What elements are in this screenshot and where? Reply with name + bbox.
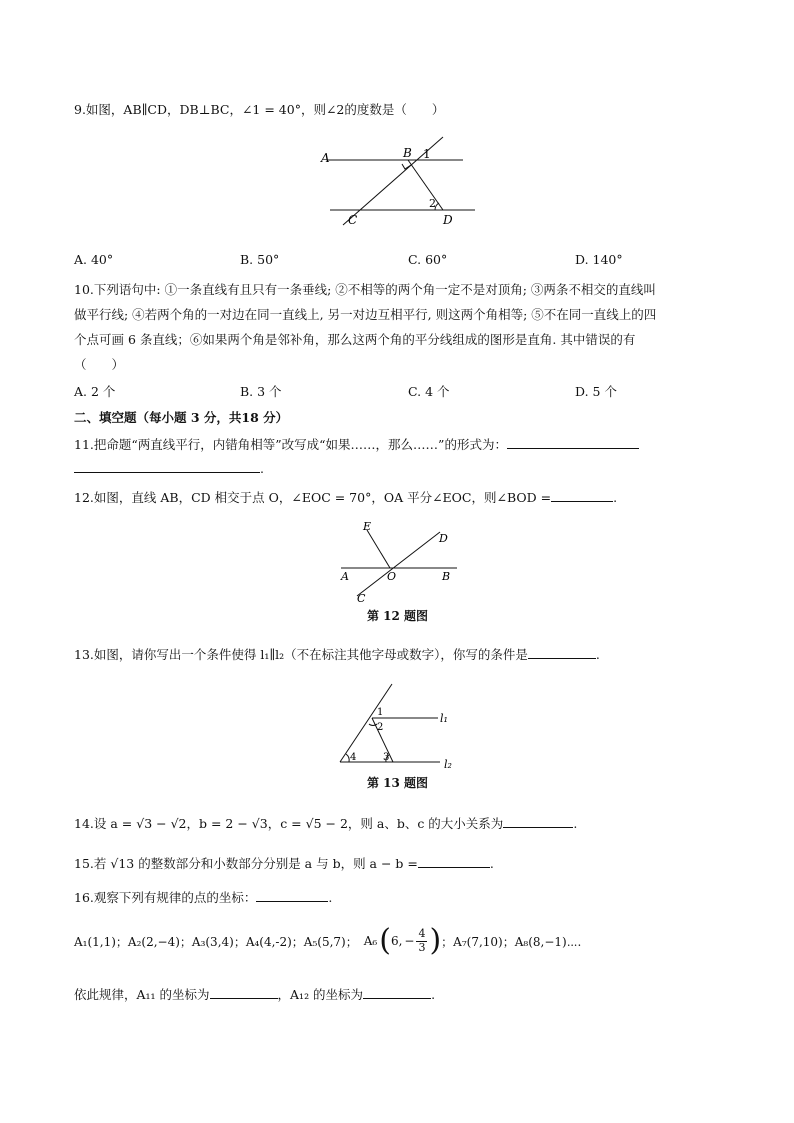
q16-a6-x: 6, bbox=[390, 934, 403, 948]
q9-option-d[interactable]: D. 140° bbox=[575, 252, 623, 267]
q10-option-c[interactable]: C. 4 个 bbox=[408, 384, 450, 399]
q9-figure bbox=[315, 135, 485, 235]
q16-seq-part-1: A₁(1,1)；A₂(2,−4)；A₃(3,4)；A₄(4,-2)；A₅(5,7)； bbox=[74, 934, 358, 949]
q9-label-d: D bbox=[443, 213, 453, 227]
q13-label-l2: l₂ bbox=[444, 758, 452, 771]
q12-caption: 第 12 题图 bbox=[367, 609, 429, 623]
q9-option-c[interactable]: C. 60° bbox=[408, 252, 448, 267]
q13-angle-4: 4 bbox=[350, 752, 357, 763]
q15-stem: 15.若 √13 的整数部分和小数部分分别是 a 与 b，则 a − b = bbox=[74, 856, 418, 871]
q12-text: 12.如图，直线 AB，CD 相交于点 O，∠EOC = 70°，OA 平分∠EOC，则∠BOD = . bbox=[74, 490, 618, 505]
q10-option-a[interactable]: A. 2 个 bbox=[74, 384, 116, 399]
q9-label-c: C bbox=[348, 213, 358, 227]
q16-seq-part-2: ；A₇(7,10)；A₈(8,−1)⋯. bbox=[441, 934, 582, 949]
section-2-title: 二、填空题（每小题 3 分，共18 分） bbox=[74, 410, 289, 425]
q11-answer-blank-1[interactable] bbox=[507, 436, 639, 449]
q14-answer-blank[interactable] bbox=[503, 815, 573, 828]
q14-text: 14.设 a = √3 − √2，b = 2 − √3，c = √5 − 2，则 a、b、c 的大小关系为 . bbox=[74, 816, 578, 831]
q9-label-b: B bbox=[403, 146, 412, 160]
q12-label-a: A bbox=[341, 570, 349, 583]
q10-line-3: 个点可画 6 条直线；⑥如果两个角是邻补角，那么这两个角的平分线组成的图形是直角. 其中错误的有 bbox=[74, 332, 636, 347]
q11-answer-blank-2[interactable] bbox=[74, 460, 260, 473]
q9-option-a[interactable]: A. 40° bbox=[74, 252, 114, 267]
q15-answer-blank[interactable] bbox=[418, 855, 490, 868]
q11-text-cont: . bbox=[74, 460, 264, 476]
q11-text bbox=[74, 435, 639, 453]
q12-stem: 12.如图，直线 AB，CD 相交于点 O，∠EOC = 70°，OA 平分∠EOC，则∠BOD = bbox=[74, 490, 552, 505]
q12-label-o: O bbox=[387, 570, 397, 583]
q16-rule-pre: 依此规律，A₁₁ 的坐标为 bbox=[74, 987, 210, 1002]
q9-stem: 9.如图，AB∥CD，DB⊥BC，∠1 = 40°，则∠2的度数是（ ） bbox=[74, 102, 445, 117]
q10-line-2: 做平行线; ④若两个角的一对边在同一直线上, 另一对边互相平行, 则这两个角相等; ⑤不在同一直线上的四 bbox=[74, 307, 657, 322]
q13-label-l1: l₁ bbox=[440, 712, 448, 725]
q16-a6-paren-left: ( bbox=[379, 923, 391, 958]
q16-text: 16.观察下列有规律的点的坐标： . bbox=[74, 890, 333, 905]
q9-angle-2: 2 bbox=[429, 197, 436, 210]
q10-option-d[interactable]: D. 5 个 bbox=[575, 384, 617, 399]
q16-a6-numerator: 4 bbox=[418, 927, 426, 941]
q16-rule-mid: ，A₁₂ 的坐标为 bbox=[277, 987, 364, 1002]
q12-label-c: C bbox=[357, 592, 366, 605]
q16-answer-blank[interactable] bbox=[256, 889, 328, 902]
q12-answer-blank[interactable] bbox=[551, 489, 613, 502]
q16-answer-a12-blank[interactable] bbox=[363, 986, 431, 999]
q10-line-4: （ ） bbox=[74, 357, 125, 372]
q13-angle-3: 3 bbox=[383, 752, 390, 763]
q9-angle-1: 1 bbox=[423, 147, 431, 161]
q13-angle-1: 1 bbox=[377, 707, 384, 718]
q13-answer-blank[interactable] bbox=[528, 646, 596, 659]
q16-a6-denominator: 3 bbox=[418, 940, 426, 954]
q16-a6-label: A₆ bbox=[363, 934, 378, 948]
q12-label-e: E bbox=[363, 520, 372, 533]
q16-a6-minus: − bbox=[404, 934, 415, 948]
q12-label-d: D bbox=[439, 532, 448, 545]
q12-figure bbox=[335, 520, 465, 605]
q16-answer-a11-blank[interactable] bbox=[210, 986, 278, 999]
q11-stem: 11.把命题“两直线平行，内错角相等”改写成“如果……，那么……”的形式为： bbox=[74, 437, 507, 452]
q15-text: 15.若 √13 的整数部分和小数部分分别是 a 与 b，则 a − b = . bbox=[74, 856, 494, 871]
q9-label-a: A bbox=[321, 151, 330, 165]
q13-text: 13.如图，请你写出一个条件使得 l₁∥l₂（不在标注其他字母或数字），你写的条件是 . bbox=[74, 647, 600, 662]
q16-a6-paren-right: ) bbox=[429, 923, 442, 958]
q13-figure bbox=[330, 680, 465, 775]
q13-stem: 13.如图，请你写出一个条件使得 l₁∥l₂（不在标注其他字母或数字），你写的条件是 bbox=[74, 647, 528, 662]
q13-angle-2: 2 bbox=[377, 722, 384, 733]
q9-option-b[interactable]: B. 50° bbox=[240, 252, 280, 267]
q16-a6-fraction bbox=[416, 928, 427, 953]
q10-line-1: 10.下列语句中: ①一条直线有且只有一条垂线; ②不相等的两个角一定不是对顶角; ③两条不相交的直线叫 bbox=[74, 282, 656, 297]
q13-caption: 第 13 题图 bbox=[367, 776, 429, 790]
q16-rule: 依此规律，A₁₁ 的坐标为 ，A₁₂ 的坐标为 . bbox=[74, 987, 436, 1002]
q14-stem: 14.设 a = √3 − √2，b = 2 − √3，c = √5 − 2，则 a、b、c 的大小关系为 bbox=[74, 816, 504, 831]
q10-option-b[interactable]: B. 3 个 bbox=[240, 384, 282, 399]
q16-stem: 16.观察下列有规律的点的坐标： bbox=[74, 890, 257, 905]
q16-sequence bbox=[74, 923, 582, 958]
q12-label-b: B bbox=[442, 570, 451, 583]
